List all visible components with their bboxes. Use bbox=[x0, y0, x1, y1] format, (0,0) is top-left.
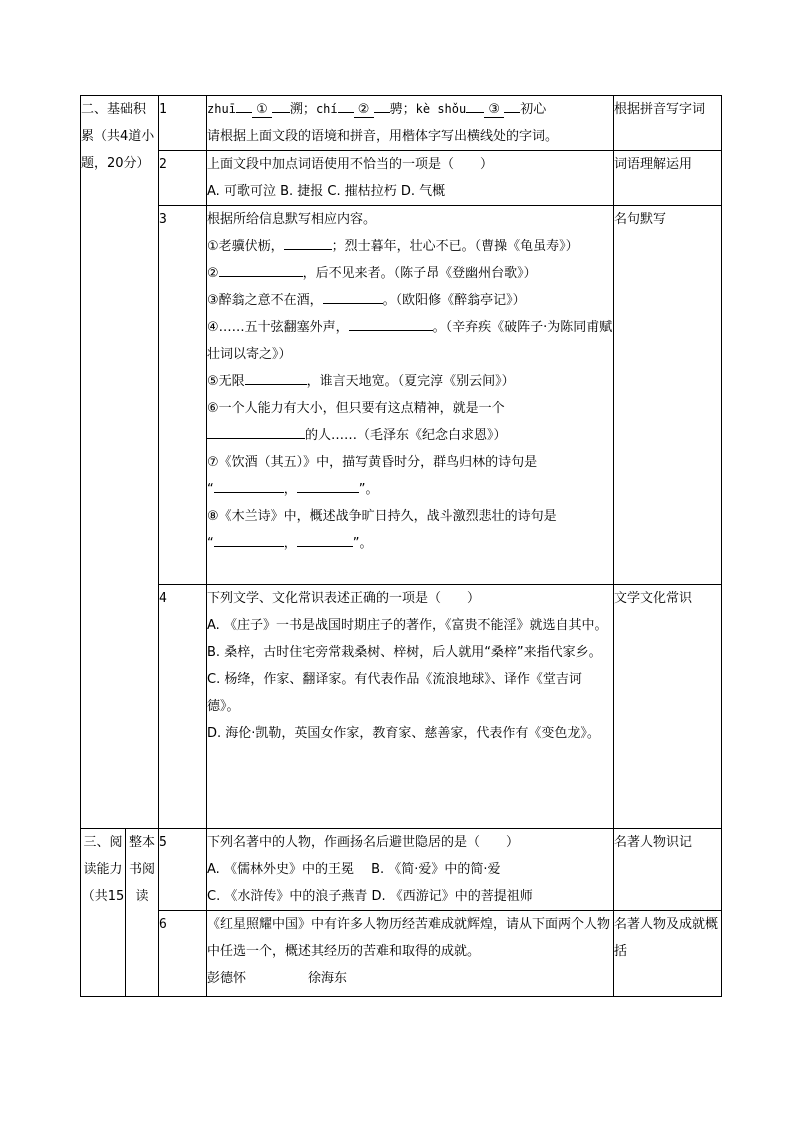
skill-tag-6 bbox=[614, 911, 722, 997]
question-content-5 bbox=[207, 829, 614, 911]
q3-item-1-post: ；烈士暮年，壮心不已。（曹操《龟虽寿》） bbox=[331, 239, 579, 254]
blank-1-right[interactable] bbox=[272, 97, 290, 113]
q3-blank-7a[interactable] bbox=[214, 477, 284, 493]
options-5-row1: A. 《儒林外史》中的王冕 B. 《简·爱》中的简·爱 bbox=[207, 862, 501, 877]
q6-person-1: 彭德怀 bbox=[207, 971, 247, 986]
question-content-1 bbox=[207, 96, 614, 151]
q3-item-5-pre: ⑤无限 bbox=[207, 374, 245, 389]
pinyin-after-2: 骋； bbox=[389, 102, 416, 117]
q3-item-4-pre: ④……五十弦翻塞外声， bbox=[207, 320, 349, 335]
question-row-1 bbox=[81, 96, 722, 151]
q3-item-7 bbox=[207, 476, 613, 503]
options-2: A. 可歌可泣 B. 捷报 C. 摧枯拉朽 D. 气概 bbox=[207, 184, 446, 199]
question-content-2 bbox=[207, 151, 614, 206]
question-text-5: 下列名著中的人物，作画扬名后避世隐居的是（ ） bbox=[207, 835, 520, 850]
question-number-6: 6 bbox=[159, 911, 207, 997]
question-content-3 bbox=[207, 206, 614, 585]
option-4b: B. 桑梓，古时住宅旁常栽桑树、梓树，后人就用“桑梓”来指代家乡。 bbox=[207, 645, 602, 660]
question-row-4 bbox=[81, 585, 722, 829]
blank-1-mark: ① bbox=[252, 102, 272, 118]
skill-tag-3: 名句默写 bbox=[614, 206, 722, 585]
q3-item-3 bbox=[207, 287, 613, 314]
q3-blank-1[interactable] bbox=[284, 234, 332, 250]
q3-item-1-pre: ①老骥伏枥， bbox=[207, 239, 284, 254]
blank-3-mark: ③ bbox=[484, 102, 504, 118]
pinyin-1: zhuī bbox=[207, 102, 236, 116]
q3-blank-8b[interactable] bbox=[297, 531, 353, 547]
q3-blank-5[interactable] bbox=[245, 369, 307, 385]
skill-tag-6-text: 名著人物及成就概括 bbox=[614, 917, 719, 959]
q3-item-8-pre: ⑧《木兰诗》中，概述战争旷日持久，战斗激烈悲壮的诗句是 bbox=[207, 509, 557, 524]
blank-2-right[interactable] bbox=[374, 97, 390, 113]
q3-blank-6[interactable] bbox=[207, 423, 305, 439]
option-4c: C. 杨绛，作家、翻译家。有代表作品《流浪地球》、译作《堂吉诃德》。 bbox=[207, 672, 582, 714]
q3-item-5-post: ，谁言天地宽。（夏完淳《别云间》） bbox=[306, 374, 515, 389]
q6-person-2: 徐海东 bbox=[308, 971, 348, 986]
q3-blank-8a[interactable] bbox=[214, 531, 284, 547]
q3-blank-2[interactable] bbox=[219, 261, 303, 277]
question-content-4 bbox=[207, 585, 614, 829]
options-5-row2: C. 《水浒传》中的浪子燕青 D. 《西游记》中的菩提祖师 bbox=[207, 889, 533, 904]
question-text-6: 《红星照耀中国》中有许多人物历经苦难成就辉煌，请从下面两个人物中任选一个，概述其经历的苦难和取得的成就。 bbox=[207, 917, 611, 959]
pinyin-after-1: 溯； bbox=[289, 102, 316, 117]
blank-3-left[interactable] bbox=[466, 97, 484, 113]
blank-3-right[interactable] bbox=[504, 97, 520, 113]
q3-item-3-pre: ③醉翁之意不在酒， bbox=[207, 293, 323, 308]
section-reading-label bbox=[81, 829, 126, 997]
instruction-1: 请根据上面文段的语境和拼音，用楷体字写出横线处的字词。 bbox=[207, 129, 559, 144]
question-row-5 bbox=[81, 829, 722, 911]
q3-item-1 bbox=[207, 233, 613, 260]
q3-item-8-open: “ bbox=[207, 536, 214, 551]
q3-item-7-pre: ⑦《饮酒（其五）》中，描写黄昏时分，群鸟归林的诗句是 bbox=[207, 455, 538, 470]
q3-item-4 bbox=[207, 314, 613, 368]
q3-item-4-post: 。（辛弃疾《破阵子·为陈同甫赋壮词以寄之》） bbox=[207, 320, 613, 362]
q3-item-7-mid: ， bbox=[283, 482, 297, 497]
skill-tag-2: 词语理解运用 bbox=[614, 151, 722, 206]
skill-tag-1-text: 根据拼音写字词 bbox=[614, 102, 706, 117]
skill-tag-1 bbox=[614, 96, 722, 151]
subsection-whole-book-text: 整本书阅读 bbox=[129, 835, 156, 904]
q3-item-8 bbox=[207, 530, 613, 557]
q3-item-6-post: 的人……（毛泽东《纪念白求恩》） bbox=[305, 428, 507, 443]
q3-item-2-post: ，后不见来者。（陈子昂《登幽州台歌》） bbox=[302, 266, 537, 281]
question-content-6 bbox=[207, 911, 614, 997]
q3-blank-3[interactable] bbox=[323, 288, 383, 304]
q3-item-7-open: “ bbox=[207, 482, 214, 497]
pinyin-after-3: 初心 bbox=[520, 102, 547, 117]
pinyin-2: chí bbox=[315, 102, 338, 116]
subsection-whole-book-label bbox=[126, 829, 159, 997]
blank-1-left[interactable] bbox=[236, 97, 252, 113]
q3-item-2 bbox=[207, 260, 613, 287]
blank-2-mark: ② bbox=[354, 102, 374, 118]
q3-item-5 bbox=[207, 368, 613, 395]
option-4d: D. 海伦·凯勒，英国女作家，教育家、慈善家，代表作有《变色龙》。 bbox=[207, 726, 600, 741]
question-number-5: 5 bbox=[159, 829, 207, 911]
q3-item-8-mid: ， bbox=[283, 536, 297, 551]
option-4a: A. 《庄子》一书是战国时期庄子的著作，《富贵不能淫》就选自其中。 bbox=[207, 618, 608, 633]
pinyin-line bbox=[207, 96, 613, 123]
question-text-4: 下列文学、文化常识表述正确的一项是（ ） bbox=[207, 591, 481, 606]
section-reading-text: 三、阅读能力（共15 bbox=[81, 835, 125, 904]
skill-tag-4: 文学文化常识 bbox=[614, 585, 722, 829]
q3-blank-7b[interactable] bbox=[297, 477, 359, 493]
question-row-3 bbox=[81, 206, 722, 585]
blank-2-left[interactable] bbox=[338, 97, 354, 113]
skill-tag-5: 名著人物识记 bbox=[614, 829, 722, 911]
q3-item-6-pre: ⑥一个人能力有大小，但只要有这点精神，就是一个 bbox=[207, 401, 505, 416]
q3-intro: 根据所给信息默写相应内容。 bbox=[207, 212, 377, 227]
section-basic-text: 二、基础积累（共4道小题，20分） bbox=[81, 102, 155, 171]
q3-item-8-close: ”。 bbox=[352, 536, 373, 551]
exam-table bbox=[80, 95, 722, 997]
question-row-6 bbox=[81, 911, 722, 997]
pinyin-3: kè shǒu bbox=[415, 102, 467, 116]
q3-item-7-close: ”。 bbox=[358, 482, 379, 497]
q3-item-2-pre: ② bbox=[207, 266, 219, 281]
q3-blank-4[interactable] bbox=[349, 315, 433, 331]
question-number-2: 2 bbox=[159, 151, 207, 206]
question-text-2: 上面文段中加点词语使用不恰当的一项是（ ） bbox=[207, 157, 494, 172]
section-basic-label bbox=[81, 96, 159, 829]
question-number-4: 4 bbox=[159, 585, 207, 829]
q3-item-6 bbox=[207, 422, 613, 449]
q3-item-3-post: 。（欧阳修《醉翁亭记》） bbox=[382, 293, 526, 308]
q6-persons bbox=[207, 965, 613, 992]
question-row-2 bbox=[81, 151, 722, 206]
question-number-1: 1 bbox=[159, 96, 207, 151]
question-number-3: 3 bbox=[159, 206, 207, 585]
